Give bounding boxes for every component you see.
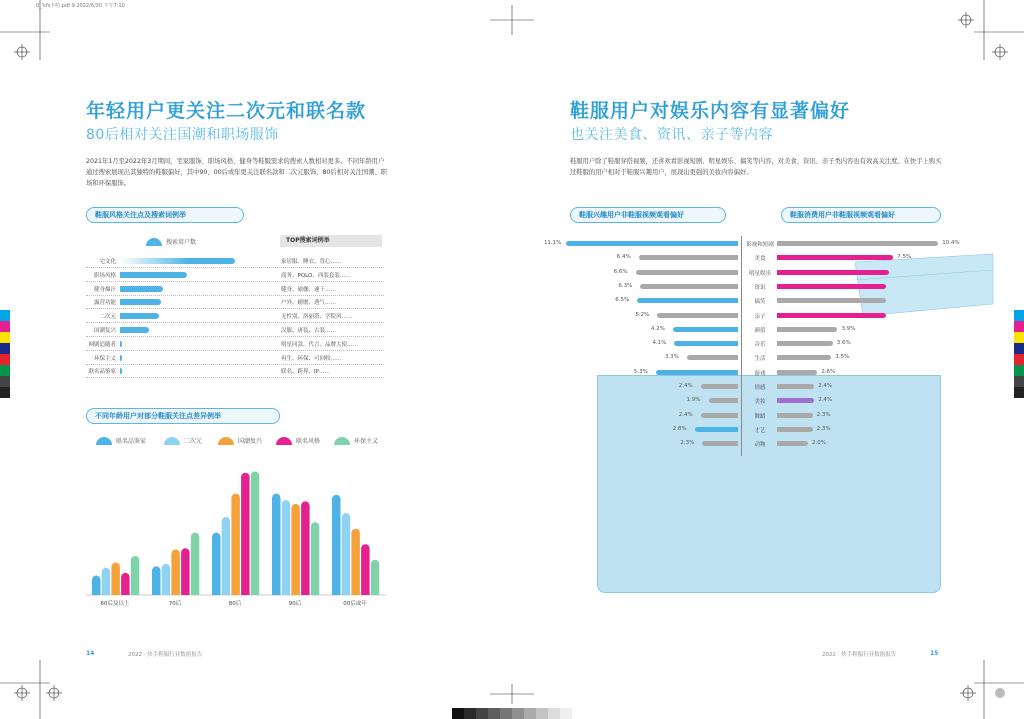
age-bar <box>162 564 171 595</box>
content-category-label: 才艺 <box>754 427 766 434</box>
keyword-column-header: TOP搜索词例举 <box>280 235 382 247</box>
consume-value-label: 3.6% <box>836 340 851 347</box>
style-category-label: 网剧追随者 <box>88 341 116 348</box>
age-bar <box>371 560 380 595</box>
consume-bar <box>777 313 886 318</box>
left-title: 年轻用户更关注二次元和联名款 <box>86 100 367 122</box>
style-search-bar <box>120 299 161 305</box>
age-bar <box>282 500 291 595</box>
consume-bar <box>777 255 893 260</box>
style-search-bar <box>120 272 187 278</box>
interest-bar <box>636 270 738 275</box>
interest-value-label: 2.4% <box>678 383 693 389</box>
left-subtitle: 80后相对关注国潮和职场服饰 <box>86 127 279 143</box>
interest-value-label: 2.8% <box>672 425 687 432</box>
interest-bar <box>702 441 738 446</box>
age-bar <box>131 556 140 595</box>
consume-bar <box>777 341 833 346</box>
age-bar <box>171 550 180 596</box>
legend-label: 搜索用户数 <box>166 239 197 246</box>
style-category-label: 职场风格 <box>93 272 116 279</box>
row-divider <box>86 364 384 365</box>
interest-bar <box>656 370 738 375</box>
interest-bar <box>640 284 738 289</box>
consume-value-label: 2.4% <box>818 383 833 389</box>
style-category-label: 国潮复兴 <box>93 328 116 334</box>
consume-value-label: 3.5% <box>835 354 850 361</box>
right-footer-text: 2022 · 快手鞋服行业数据报告 <box>822 652 897 658</box>
style-category-label: 宅文化 <box>99 259 116 265</box>
interest-value-label: 6.5% <box>615 297 630 304</box>
interest-bar <box>701 413 738 418</box>
consume-bar <box>777 241 938 246</box>
content-category-label: 亲子 <box>754 313 766 320</box>
consume-bar <box>777 327 837 332</box>
style-category-label: 二次元 <box>99 314 116 321</box>
age-legend-item <box>96 436 146 445</box>
style-search-bar <box>120 327 149 333</box>
content-category-label: 生活 <box>754 356 766 363</box>
age-legend-item <box>218 436 262 445</box>
consume-value-label: 2.4% <box>818 397 833 404</box>
age-bar <box>92 576 101 595</box>
interest-chart-title: 鞋服兴趣用户非鞋服视频观看偏好 <box>570 207 726 223</box>
interest-value-label: 5.3% <box>633 368 648 375</box>
content-category-label: 动物 <box>754 442 766 449</box>
left-page-number: 14 <box>86 650 95 657</box>
interest-bar <box>657 313 738 318</box>
legend-label: 环保主义 <box>354 438 379 445</box>
interest-bar <box>674 341 738 346</box>
style-keyword-example: 明星同款、代言、品牌大使…… <box>281 341 359 348</box>
consume-bar <box>777 355 831 360</box>
age-category-label: 60后及以上 <box>100 601 130 607</box>
age-legend-item <box>334 436 378 445</box>
legend-swatch <box>96 437 112 445</box>
consume-value-label: 2.0% <box>812 440 826 447</box>
interest-value-label: 6.6% <box>613 268 628 275</box>
consume-bar <box>777 441 808 446</box>
right-title: 鞋服用户对娱乐内容有显著偏好 <box>570 100 851 122</box>
age-bar <box>291 504 300 595</box>
age-bar <box>332 495 341 595</box>
row-divider <box>86 350 384 351</box>
style-keyword-example: 无性别、洛丽塔、学院风…… <box>281 314 353 321</box>
age-bar <box>231 494 240 595</box>
legend-swatch <box>218 437 234 445</box>
age-category-label: 00后或年 <box>343 601 367 607</box>
age-bar <box>222 517 231 595</box>
content-category-label: 美妆 <box>754 399 766 406</box>
legend-swatch <box>334 437 350 445</box>
style-search-bar <box>120 258 235 264</box>
content-category-label: 游戏 <box>754 370 766 377</box>
legend-swatch <box>146 238 162 246</box>
row-divider <box>86 322 384 323</box>
interest-value-label: 11.1% <box>543 240 562 246</box>
age-category-label: 70后 <box>168 601 182 607</box>
age-bar <box>152 566 161 595</box>
style-search-bar <box>120 313 159 319</box>
interest-value-label: 1.9% <box>686 397 701 404</box>
age-bar <box>272 494 281 595</box>
interest-value-label: 6.4% <box>616 254 631 261</box>
consume-value-label: 7.5% <box>897 254 912 261</box>
style-keyword-example: 汉服、唐装、古装…… <box>281 328 337 334</box>
age-category-label: 80后 <box>228 601 242 607</box>
interest-bar <box>673 327 738 332</box>
legend-search-users <box>146 237 196 246</box>
style-keyword-example: 家居服、睡衣、背心…… <box>281 259 342 265</box>
age-bar <box>111 563 120 596</box>
content-category-label: 明星娱乐 <box>748 270 771 277</box>
age-bar <box>102 568 111 595</box>
section1-title: 鞋服风格关注点及搜索词例举 <box>86 207 244 223</box>
age-bar <box>342 513 351 595</box>
age-bar <box>301 501 310 595</box>
age-bar <box>251 472 259 596</box>
content-category-label: 资讯 <box>754 284 766 291</box>
age-bar-chart <box>86 455 386 615</box>
content-category-label: 情感 <box>754 385 766 391</box>
consume-value-label: 2.3% <box>816 411 831 418</box>
interest-bar <box>637 298 738 303</box>
age-bar <box>191 533 200 595</box>
right-subtitle: 也关注美食、资讯、亲子等内容 <box>570 127 773 143</box>
right-page-number: 15 <box>930 650 939 657</box>
interest-value-label: 3.3% <box>664 354 679 361</box>
consume-bar <box>777 398 814 403</box>
interest-value-label: 4.1% <box>652 340 667 347</box>
style-keyword-example: 户外、耐磨、透气…… <box>281 300 337 307</box>
section2-title: 不同年龄用户对部分鞋服关注点差异例举 <box>86 408 280 424</box>
age-bar <box>311 522 320 595</box>
consume-bar <box>777 427 813 432</box>
legend-swatch <box>164 437 180 445</box>
style-category-label: 露营功能 <box>93 300 116 307</box>
row-divider <box>86 295 384 296</box>
consume-value-label: 3.9% <box>841 325 856 332</box>
age-bar <box>241 473 250 595</box>
style-keyword-example: 健身、瑜伽、速干…… <box>281 286 337 293</box>
age-bar <box>361 544 370 595</box>
consume-bar <box>777 370 817 375</box>
consume-value-label: 2.6% <box>821 368 836 375</box>
legend-label: 联名风格 <box>296 438 321 445</box>
interest-bar <box>639 255 738 260</box>
style-search-bar <box>120 355 122 361</box>
interest-value-label: 6.3% <box>618 282 633 289</box>
interest-bar <box>701 384 738 389</box>
overlay-panel <box>597 375 941 593</box>
consume-bar <box>777 413 813 418</box>
legend-swatch <box>276 437 292 445</box>
content-category-label: 搞笑 <box>754 299 766 306</box>
consume-bar <box>777 298 886 303</box>
content-category-label: 美食 <box>754 256 766 263</box>
row-divider <box>86 336 384 337</box>
row-divider <box>86 281 384 282</box>
content-category-label: 音乐 <box>754 342 766 349</box>
style-search-bar <box>120 368 122 374</box>
age-bar <box>181 548 190 595</box>
interest-bar <box>566 241 738 246</box>
style-search-bar <box>120 286 163 292</box>
content-category-label: 颜值 <box>754 327 766 334</box>
style-category-label: 环保主义 <box>93 355 116 362</box>
interest-bar <box>695 427 738 432</box>
style-category-label: 健身爆汗 <box>93 286 116 293</box>
age-bar <box>351 529 360 595</box>
interest-value-label: 5.2% <box>635 311 650 318</box>
consume-value-label: 10.4% <box>942 240 960 246</box>
age-legend-item <box>164 436 202 445</box>
content-category-label: 影视和短剧 <box>746 242 774 248</box>
row-divider <box>86 377 384 378</box>
row-divider <box>86 308 384 309</box>
interest-value-label: 4.2% <box>650 325 665 332</box>
content-category-label: 舞蹈 <box>754 413 766 420</box>
consume-bar <box>777 270 889 275</box>
age-legend-item <box>276 436 320 445</box>
age-bar <box>121 573 130 595</box>
age-bar <box>212 533 221 595</box>
right-paragraph: 鞋服用户除了鞋服穿搭视频，还喜欢看影视短剧、明星娱乐、搞笑等内容，对美食、资讯、亲子类内容也有效高关注度。在快手上购买过鞋服的用户相对于鞋服兴趣用户，展现出更强的美妆内容偏好。 <box>570 158 942 176</box>
consume-chart-title: 鞋服消费用户非鞋服视频观看偏好 <box>781 207 941 223</box>
print-file-info: 0_'kfs卡哈.pdf 9 2022/6/30 下午7:10 <box>36 3 125 9</box>
style-search-bar <box>120 341 122 347</box>
style-keyword-example: 联名、跨界、IP…… <box>281 369 330 376</box>
left-footer-text: 2022 · 快手鞋服行业数据报告 <box>128 652 203 658</box>
age-category-label: 90后 <box>288 601 302 607</box>
legend-label: 国潮复兴 <box>238 438 263 445</box>
interest-value-label: 2.3% <box>680 440 695 447</box>
style-category-label: 联名品鉴家 <box>88 369 116 376</box>
style-keyword-example: 商务、POLO、西装套装…… <box>281 272 351 279</box>
row-divider <box>86 267 384 268</box>
consume-bar <box>777 384 814 389</box>
legend-label: 联名品鉴家 <box>116 438 147 445</box>
interest-bar <box>709 398 738 403</box>
style-keyword-example: 再生、环保、可回收…… <box>281 355 342 362</box>
legend-label: 二次元 <box>184 438 203 445</box>
consume-value-label: 2.3% <box>816 425 831 432</box>
interest-value-label: 2.4% <box>678 411 693 418</box>
consume-bar <box>777 284 886 289</box>
left-paragraph: 2021年1月至2022年3月期间，宅家服饰、职场风格、健身等鞋服需求的搜索人数相对更多。不同年龄用户通过搜索展现出其独特的鞋服偏好，其中90、00后或年更关注联名款和二次元服饰，80后相对关注国潮、职场和环保服饰。 <box>86 158 388 187</box>
interest-bar <box>687 355 738 360</box>
